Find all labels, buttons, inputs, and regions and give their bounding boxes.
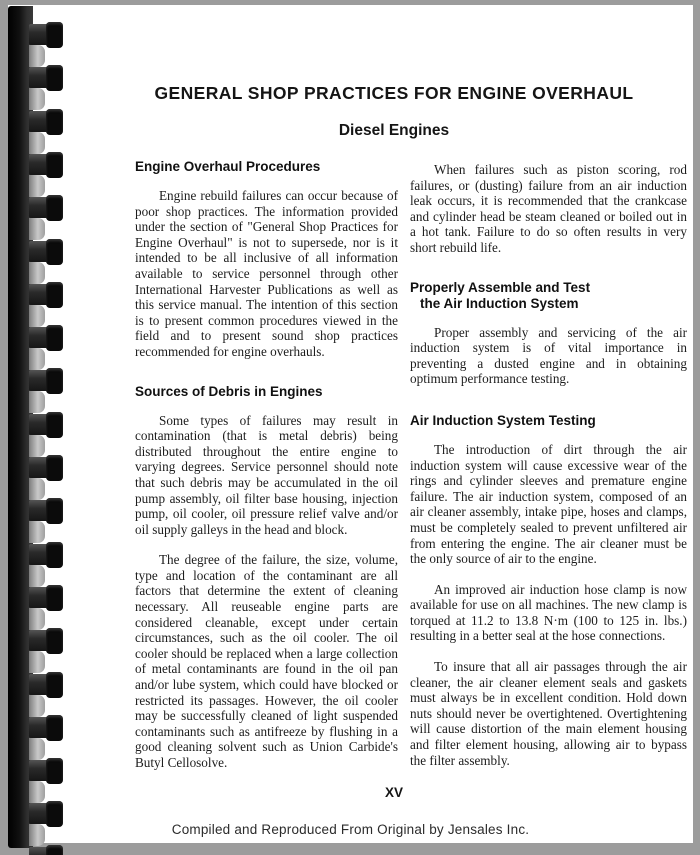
page-number: XV	[384, 784, 403, 800]
section-heading-engine-overhaul-procedures: Engine Overhaul Procedures	[135, 159, 321, 174]
paragraph: To insure that all air passages through the air cleaner, the air cleaner element seals and gaskets must always be in excellent condition. Hold down nuts should never be overtightened. Overtightening will cause distortion of the main element housing and filter element housing, allowing air to bypass the filter assembly.	[410, 659, 687, 768]
doc-subtitle: Diesel Engines	[338, 122, 450, 139]
paragraph: The introduction of dirt through the air induction system will cause excessive wear of the rings and cylinder sleeves and premature engine failure. The air induction system, composed of an air cleaner assembly, intake pipe, hoses and clamps, must be completely sealed to prevent unfiltered air from entering the engine. The air cleaner must be the only source of air to the engine.	[410, 441, 687, 567]
left-column	[135, 159, 398, 771]
paragraph: Engine rebuild failures can occur because of poor shop practices. The information provided under the section of "General Shop Practices for Engine Overhaul" is not to supersede, nor is it intended to be all inclusive of all information available to service personnel through other International Harvester Publications as well as this service manual. The intention of this section is to present common procedures viewed in the field and to present sound shop practices recommended for engine overhauls.	[135, 188, 398, 359]
paragraph: When failures such as piston scoring, rod failures, or (dusting) failure from an air induction leak occurs, it is recommended that the crankcase and cylinder head be steam cleaned or boiled out in a hot tank. Failure to do so often results in very short rebuild life.	[410, 162, 687, 255]
section-heading-air-induction-testing: Air Induction System Testing	[410, 412, 596, 428]
heading-line-2: the Air Induction System	[420, 295, 579, 311]
footer-credit: Compiled and Reproduced From Original by Jensales Inc.	[171, 822, 530, 837]
heading-line-1: Properly Assemble and Test	[410, 279, 591, 295]
binding-cap	[46, 845, 63, 855]
section-heading-properly-assemble	[410, 280, 687, 312]
page-title: GENERAL SHOP PRACTICES FOR ENGINE OVERHAUL	[154, 83, 634, 103]
right-column	[410, 159, 687, 771]
two-column-layout	[135, 159, 687, 771]
paragraph: The degree of the failure, the size, volume, type and location of the contaminant are all factors that determine the extent of cleaning necessary. All reuseable engine parts are considered cleanable, except under certain circumstances, such as the oil cooler. The oil cooler should be replaced when a large collection of metal contaminants are found in the oil pan and/or lube system, which could have blocked or restricted its passages. However, the oil cooler may be successfully cleaned of light suspended contaminants such as antifreeze by flushing in a good cleaning solvent such as Union Carbide's Butyl Cellosolve.	[135, 552, 398, 770]
paragraph: Proper assembly and servicing of the air induction system is of vital importance in preventing a dusted engine and in obtaining optimum performance testing.	[410, 324, 687, 387]
binding-tooth	[29, 847, 52, 855]
paragraph: Some types of failures may result in contamination (that is metal debris) being distributed throughout the entire engine to varying degrees. Service personnel should note that such debris may be accumulated in the oil pump assembly, oil filter base housing, injection pump, oil cooler, oil pressure relief valve and/or oil supply galleys in the head and block.	[135, 412, 398, 537]
page-content	[135, 84, 687, 800]
section-heading-sources-of-debris: Sources of Debris in Engines	[135, 383, 323, 399]
paragraph: An improved air induction hose clamp is now available for use on all machines. The new clamp is torqued at 11.2 to 13.8 N·m (100 to 125 in. lbs.) resulting in a better seal at the hose connections.	[410, 581, 687, 644]
